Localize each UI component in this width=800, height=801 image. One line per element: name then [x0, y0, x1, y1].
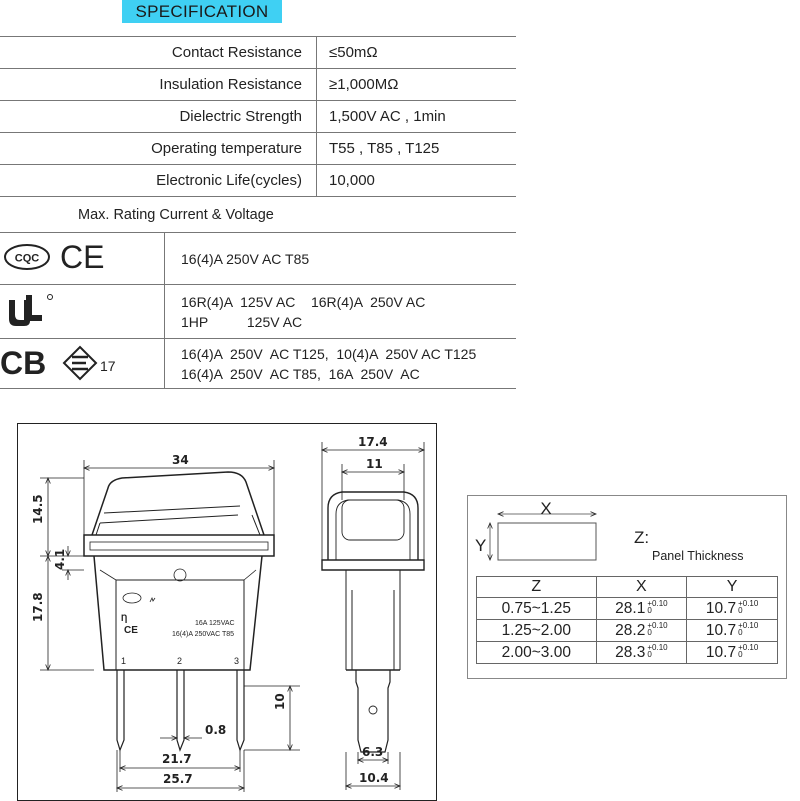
- body-label-1: 16A 125VAC: [195, 620, 235, 627]
- spec-label: Operating temperature: [0, 133, 317, 165]
- dim-pin-length: 10: [273, 693, 287, 710]
- panel-table: [476, 576, 778, 664]
- spec-value: T55 , T85 , T125: [317, 133, 517, 165]
- z-label: Z:: [634, 528, 650, 547]
- col-header-z: Z: [477, 577, 597, 598]
- body-marking: [121, 593, 239, 666]
- spec-label: Dielectric Strength: [0, 101, 317, 133]
- table-row: [0, 133, 516, 165]
- rating-table: [0, 232, 516, 389]
- spec-value: ≥1,000MΩ: [317, 69, 517, 101]
- enec-number: 17: [100, 358, 116, 374]
- spec-label: Electronic Life(cycles): [0, 165, 317, 197]
- spec-value: 1,500V AC , 1min: [317, 101, 517, 133]
- table-row: [0, 233, 516, 285]
- col-header-y: Y: [687, 577, 778, 598]
- spec-table: [0, 36, 516, 197]
- panel-cutout-table: [467, 495, 787, 679]
- spec-value: ≤50mΩ: [317, 37, 517, 69]
- cell-y: 10.7 +0.10 0: [687, 598, 778, 620]
- table-row: [0, 165, 516, 197]
- rating-text: [165, 339, 517, 389]
- spec-label: Insulation Resistance: [0, 69, 317, 101]
- rating-line: 16R(4)A 125V AC 16R(4)A 250V AC: [181, 293, 426, 310]
- table-row: [0, 69, 516, 101]
- table-row: [0, 37, 516, 69]
- cb-text: CB: [0, 345, 47, 381]
- pin-number: 1: [121, 656, 127, 666]
- cell-y: 10.7 +0.10 0: [687, 642, 778, 664]
- cqc-ce-icon: [0, 233, 164, 281]
- technical-drawing: [0, 420, 460, 800]
- rating-heading: Max. Rating Current & Voltage: [78, 207, 274, 223]
- table-row: [477, 620, 778, 642]
- panel-cutout-diagram: [468, 496, 786, 576]
- cqc-ce-logo: [0, 233, 165, 285]
- cb-enec-icon: [0, 339, 164, 385]
- dim-pin-width: 6.3: [362, 745, 384, 759]
- cell-z: 0.75~1.25: [477, 598, 597, 620]
- table-row: [0, 101, 516, 133]
- body-label-2: 16(4)A 250VAC T85: [172, 631, 235, 638]
- table-row: [0, 285, 516, 339]
- ce-text: CE: [60, 239, 105, 275]
- cell-z: 2.00~3.00: [477, 642, 597, 664]
- table-row: [0, 339, 516, 389]
- dim-width: 34: [172, 453, 189, 467]
- y-label: Y: [475, 536, 487, 555]
- dim-side-width: 17.4: [358, 435, 388, 449]
- rating-text: [165, 233, 517, 285]
- dim-pin-thickness: 0.8: [205, 723, 227, 737]
- svg-text:CE: CE: [124, 625, 138, 636]
- cell-y: 10.7 +0.10 0: [687, 620, 778, 642]
- cb-enec-logo: [0, 339, 165, 389]
- rating-line: 16(4)A 250V AC T85, 16A 250V AC: [181, 365, 420, 382]
- rating-line: 16(4)A 250V AC T85: [181, 250, 310, 267]
- ul-icon: [0, 285, 164, 335]
- spec-value: 10,000: [317, 165, 517, 197]
- x-label: X: [540, 499, 552, 518]
- section-title: SPECIFICATION: [122, 0, 282, 23]
- dim-flange: 4.1: [53, 548, 67, 570]
- rating-line: 16(4)A 250V AC T125, 10(4)A 250V AC T125: [181, 345, 477, 362]
- dim-pin-span-outer: 25.7: [163, 772, 193, 786]
- pin-number: 2: [177, 656, 183, 666]
- dim-pin-span-inner: 21.7: [162, 752, 192, 766]
- table-row: [477, 598, 778, 620]
- dim-cap-height: 14.5: [31, 494, 45, 524]
- table-header-row: [477, 577, 778, 598]
- pin-number: 3: [234, 656, 240, 666]
- cqc-text: CQC: [14, 252, 40, 265]
- rating-text: [165, 285, 517, 339]
- ul-logo: [0, 285, 165, 339]
- ul-mark: Ƞ: [121, 613, 128, 623]
- panel-caption: Panel Thickness: [652, 549, 744, 563]
- cell-x: 28.3 +0.10 0: [596, 642, 687, 664]
- cell-z: 1.25~2.00: [477, 620, 597, 642]
- table-row: [477, 642, 778, 664]
- col-header-x: X: [596, 577, 687, 598]
- cell-x: 28.2 +0.10 0: [596, 620, 687, 642]
- spec-label: Contact Resistance: [0, 37, 317, 69]
- dim-cap-width: 11: [366, 457, 383, 471]
- dim-body-height: 17.8: [31, 592, 45, 622]
- cell-x: 28.1 +0.10 0: [596, 598, 687, 620]
- rating-line: 1HP 125V AC: [181, 313, 303, 330]
- dim-body-width: 10.4: [359, 771, 389, 785]
